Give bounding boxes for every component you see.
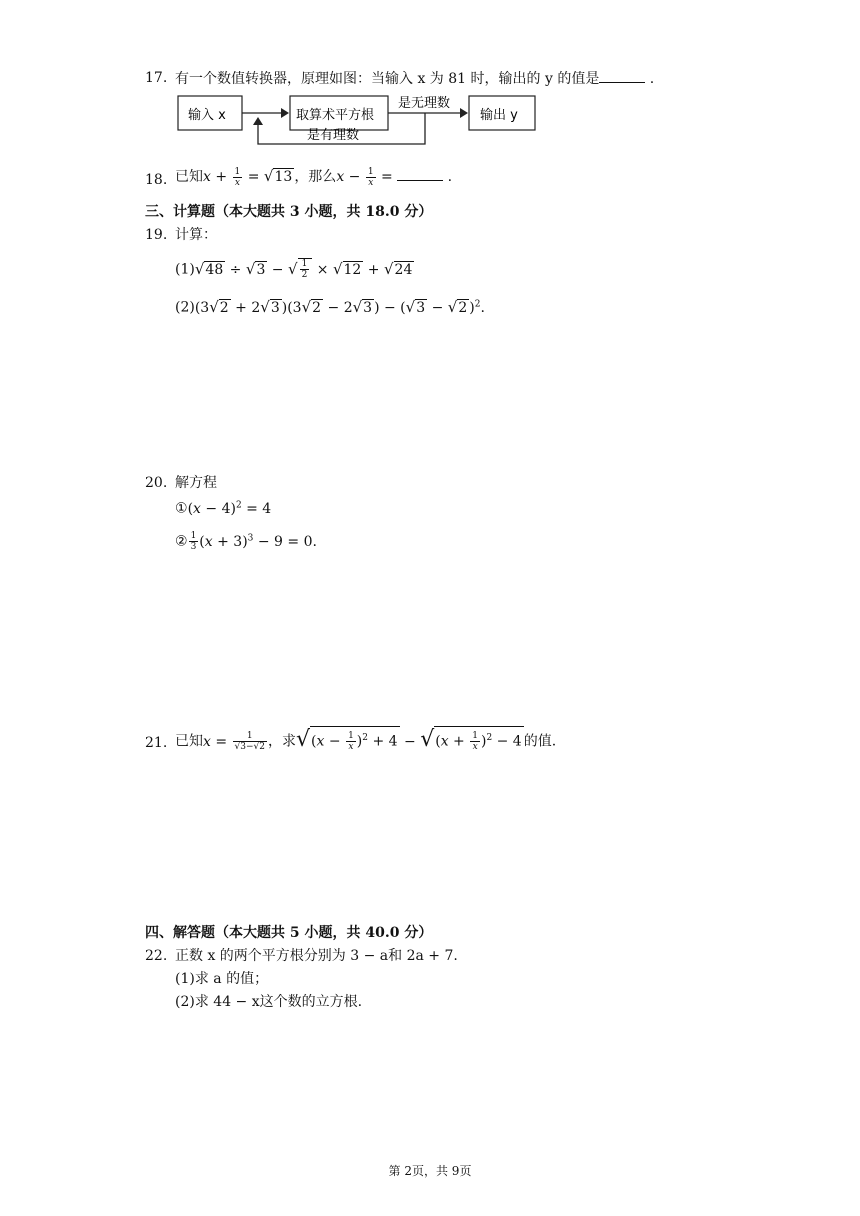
page-footer: 第 2页，共 9页 bbox=[388, 1164, 472, 1178]
label-irrational: 是无理数 bbox=[398, 96, 451, 111]
q22-text: 正数 x 的两个平方根分别为 3 − a和 2a + 7. bbox=[175, 948, 458, 964]
q21-suffix: 的值. bbox=[523, 733, 557, 750]
q21-middle: ，求 bbox=[268, 733, 297, 750]
label-rational: 是有理数 bbox=[307, 128, 360, 143]
q20-number: 20. bbox=[145, 475, 168, 491]
q19-part1-formula: √48 ÷ √3 − √ $\frac{1}{2}$ × √12 + √24 bbox=[194, 259, 413, 280]
q17-answer-blank bbox=[599, 68, 645, 83]
q18-middle: ，那么 bbox=[294, 169, 337, 185]
q19-part1-label: (1) bbox=[175, 261, 195, 278]
q18-text bbox=[175, 166, 452, 188]
q18-prefix: 已知 bbox=[175, 169, 203, 185]
q19-part2 bbox=[175, 294, 485, 318]
q20-part1-formula: $(x - 4)^2 = 4$ bbox=[187, 500, 272, 517]
q20-part1-label: ① bbox=[175, 500, 188, 517]
q18-suffix: . bbox=[443, 169, 453, 185]
q21-prefix: 已知 bbox=[175, 733, 203, 750]
q18-formula-given: x + $\frac{1}{x}$ = √13 bbox=[203, 166, 293, 188]
q20-part2 bbox=[175, 528, 317, 552]
q19-text: 计算： bbox=[175, 227, 217, 243]
q20-part1 bbox=[175, 495, 271, 519]
q19-part1 bbox=[175, 258, 414, 280]
q17-text bbox=[175, 68, 654, 89]
q17-flowchart bbox=[175, 92, 555, 152]
q17-end: . bbox=[645, 71, 655, 87]
q18-answer-blank bbox=[397, 166, 443, 181]
q22-number: 22. bbox=[145, 948, 168, 964]
q22-part1: (1)求 a 的值； bbox=[175, 971, 269, 987]
q19-number: 19. bbox=[145, 227, 168, 243]
q20-part2-label: ② bbox=[175, 533, 188, 550]
q18-formula-asked: x − $\frac{1}{x}$ = bbox=[336, 166, 398, 188]
box-input-label: 输入 x bbox=[188, 108, 226, 123]
box-process-label: 取算术平方根 bbox=[296, 108, 375, 123]
q19-part2-formula: (3√2 + 2√3 )(3√2 − 2√3 ) − (√3 − √2 )$^2$. bbox=[194, 297, 485, 316]
q20-text: 解方程 bbox=[175, 475, 217, 491]
q20-part2-formula: $\frac{1}{3}$ $(x + 3)^3 - 9 = 0$. bbox=[190, 531, 317, 553]
q21-text bbox=[175, 726, 556, 753]
q22-part2: (2)求 44 − x这个数的立方根. bbox=[175, 994, 363, 1010]
q21-formula-asked: √(x − $\frac{1}{x}$ )$^2$ + 4 − √(x + $\frac{1}{x}$ )$^2$ − 4 bbox=[296, 726, 522, 753]
box-output-label: 输出 y bbox=[480, 108, 518, 123]
section-4-heading: 四、解答题（本大题共 5 小题，共 40.0 分） bbox=[145, 925, 433, 941]
section-3-heading: 三、计算题（本大题共 3 小题，共 18.0 分） bbox=[145, 204, 433, 220]
q18-number: 18. bbox=[145, 172, 168, 188]
q21-formula-given: x = $\frac{1}{√3-√2}$ bbox=[203, 731, 266, 753]
q19-part2-label: (2) bbox=[175, 299, 195, 316]
q17-number: 17. bbox=[145, 70, 168, 86]
q17-stem: 有一个数值转换器，原理如图：当输入 x 为 81 时，输出的 y 的值是 bbox=[175, 71, 600, 87]
q21-number: 21. bbox=[145, 735, 168, 751]
